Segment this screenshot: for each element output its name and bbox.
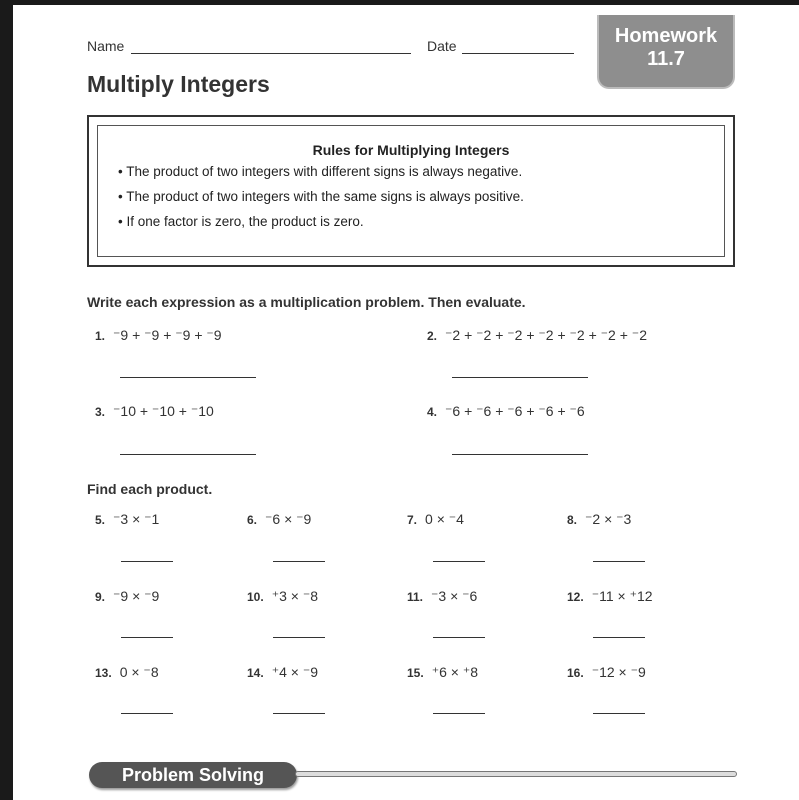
problem-7 bbox=[407, 511, 464, 528]
answer-line[interactable] bbox=[433, 713, 485, 714]
problem-1 bbox=[95, 327, 222, 344]
problem-expression: ⁻12 × ⁻9 bbox=[591, 664, 646, 680]
problem-6 bbox=[247, 511, 311, 528]
date-label: Date bbox=[427, 38, 457, 54]
homework-badge bbox=[597, 15, 735, 89]
answer-line[interactable] bbox=[433, 637, 485, 638]
section2-instruction: Find each product. bbox=[87, 481, 213, 497]
problem-expression: ⁻6 × ⁻9 bbox=[265, 511, 312, 527]
answer-line[interactable] bbox=[120, 377, 256, 378]
problem-expression: ⁻9 + ⁻9 + ⁻9 + ⁻9 bbox=[113, 327, 222, 343]
problem-number: 10. bbox=[247, 590, 264, 604]
answer-line[interactable] bbox=[121, 561, 173, 562]
answer-line[interactable] bbox=[593, 713, 645, 714]
problem-number: 6. bbox=[247, 513, 258, 527]
problem-11 bbox=[407, 588, 477, 605]
problem-8 bbox=[567, 511, 631, 528]
answer-line[interactable] bbox=[273, 561, 325, 562]
answer-line[interactable] bbox=[593, 637, 645, 638]
problem-2 bbox=[427, 327, 647, 344]
answer-line[interactable] bbox=[452, 377, 588, 378]
problem-10 bbox=[247, 588, 318, 605]
problem-expression: ⁺6 × ⁺8 bbox=[431, 664, 478, 680]
problem-number: 9. bbox=[95, 590, 106, 604]
problem-expression: 0 × ⁻4 bbox=[425, 511, 464, 527]
answer-line[interactable] bbox=[273, 713, 325, 714]
section1-instruction: Write each expression as a multiplication problem. Then evaluate. bbox=[87, 294, 526, 310]
problem-number: 4. bbox=[427, 405, 438, 419]
problem-number: 7. bbox=[407, 513, 418, 527]
rules-heading: Rules for Multiplying Integers bbox=[312, 142, 510, 158]
page-title: Multiply Integers bbox=[87, 71, 270, 97]
rules-box bbox=[87, 115, 735, 267]
problem-number: 8. bbox=[567, 513, 578, 527]
problem-number: 11. bbox=[407, 590, 424, 604]
rule-item: • If one factor is zero, the product is zero. bbox=[118, 214, 724, 229]
problem-3 bbox=[95, 403, 214, 420]
problem-number: 3. bbox=[95, 405, 106, 419]
name-field[interactable] bbox=[131, 53, 411, 54]
problem-expression: ⁻3 × ⁻6 bbox=[431, 588, 478, 604]
problem-expression: ⁻3 × ⁻1 bbox=[113, 511, 160, 527]
problem-number: 5. bbox=[95, 513, 106, 527]
problem-solving-banner: Problem Solving bbox=[89, 762, 297, 788]
worksheet-page bbox=[13, 5, 799, 800]
badge-title: Homework bbox=[614, 25, 718, 47]
banner-rule bbox=[295, 771, 737, 777]
rule-item: • The product of two integers with different signs is always negative. bbox=[118, 164, 724, 179]
problem-9 bbox=[95, 588, 159, 605]
badge-number: 11.7 bbox=[647, 48, 685, 70]
answer-line[interactable] bbox=[273, 637, 325, 638]
problem-expression: ⁻9 × ⁻9 bbox=[113, 588, 160, 604]
rule-item: • The product of two integers with the same signs is always positive. bbox=[118, 189, 724, 204]
answer-line[interactable] bbox=[452, 454, 588, 455]
problem-expression: ⁺3 × ⁻8 bbox=[271, 588, 318, 604]
date-field[interactable] bbox=[462, 53, 574, 54]
problem-number: 1. bbox=[95, 329, 106, 343]
problem-15 bbox=[407, 664, 478, 681]
problem-expression: ⁻2 × ⁻3 bbox=[585, 511, 632, 527]
problem-number: 12. bbox=[567, 590, 584, 604]
problem-12 bbox=[567, 588, 653, 605]
problem-5 bbox=[95, 511, 159, 528]
problem-number: 2. bbox=[427, 329, 438, 343]
problem-expression: ⁻2 + ⁻2 + ⁻2 + ⁻2 + ⁻2 + ⁻2 + ⁻2 bbox=[445, 327, 647, 343]
problem-number: 13. bbox=[95, 666, 112, 680]
problem-expression: ⁻10 + ⁻10 + ⁻10 bbox=[113, 403, 214, 419]
problem-expression: 0 × ⁻8 bbox=[119, 664, 159, 680]
answer-line[interactable] bbox=[121, 713, 173, 714]
problem-number: 14. bbox=[247, 666, 264, 680]
answer-line[interactable] bbox=[120, 454, 256, 455]
problem-expression: ⁺4 × ⁻9 bbox=[271, 664, 318, 680]
problem-16 bbox=[567, 664, 646, 681]
answer-line[interactable] bbox=[121, 637, 173, 638]
name-label: Name bbox=[87, 38, 125, 54]
problem-expression: ⁻11 × ⁺12 bbox=[591, 588, 653, 604]
answer-line[interactable] bbox=[433, 561, 485, 562]
problem-expression: ⁻6 + ⁻6 + ⁻6 + ⁻6 + ⁻6 bbox=[445, 403, 585, 419]
answer-line[interactable] bbox=[593, 561, 645, 562]
problem-4 bbox=[427, 403, 585, 420]
problem-14 bbox=[247, 664, 318, 681]
problem-number: 16. bbox=[567, 666, 584, 680]
problem-number: 15. bbox=[407, 666, 424, 680]
problem-13 bbox=[95, 664, 159, 681]
